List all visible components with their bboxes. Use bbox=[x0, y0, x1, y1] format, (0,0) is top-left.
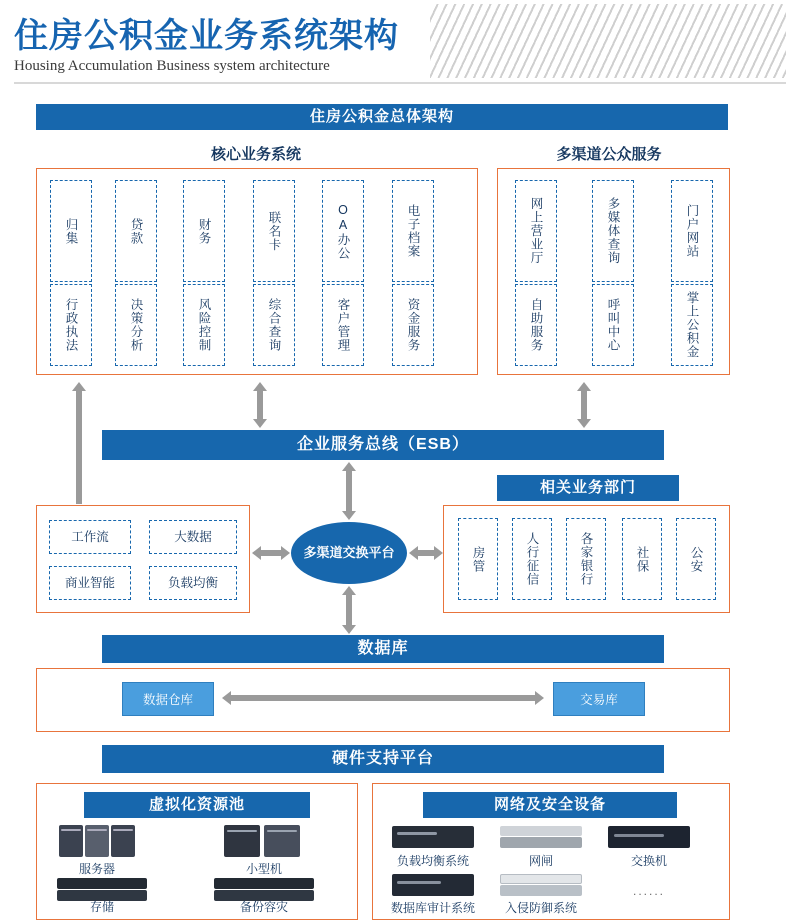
core-business-title: 核心业务系统 bbox=[210, 146, 301, 163]
core-cell-lianmingka[interactable]: 联名卡 bbox=[253, 180, 295, 282]
core-cell-xingzhengzhifa[interactable]: 行政执法 bbox=[50, 284, 92, 366]
public-cell-duomeitichaxun[interactable]: 多媒体查询 bbox=[592, 180, 634, 282]
arrow-middleware-to-exchange bbox=[252, 546, 290, 560]
vpool-label-minicomputer: 小型机 bbox=[245, 862, 282, 876]
public-cell-hujiaozhongxin[interactable]: 呼叫中心 bbox=[592, 284, 634, 366]
netsec-label-ips: 入侵防御系统 bbox=[504, 901, 577, 915]
middleware-cell-bi[interactable]: 商业智能 bbox=[49, 566, 131, 600]
arrow-esb-to-exchange bbox=[342, 462, 356, 520]
middleware-cell-loadbalance[interactable]: 负载均衡 bbox=[149, 566, 237, 600]
core-cell-juecefenxi[interactable]: 决策分析 bbox=[115, 284, 157, 366]
vpool-label-storage: 存储 bbox=[89, 900, 114, 914]
arrow-middleware-to-core bbox=[72, 382, 86, 504]
core-cell-daikuan[interactable]: 贷款 bbox=[115, 180, 157, 282]
public-cell-menhuwangzhan[interactable]: 门户网站 bbox=[671, 180, 713, 282]
switch-icon bbox=[608, 826, 690, 848]
core-cell-dianzidangan[interactable]: 电子档案 bbox=[392, 180, 434, 282]
public-cell-zizhufuwu[interactable]: 自助服务 bbox=[515, 284, 557, 366]
public-cell-zhangshanggongjijin[interactable]: 掌上公积金 bbox=[671, 284, 713, 366]
hardware-bar: 硬件支持平台 bbox=[102, 745, 664, 773]
esb-bar: 企业服务总线（ESB） bbox=[102, 430, 664, 460]
arrow-core-to-esb bbox=[253, 382, 267, 428]
exchange-platform-node[interactable]: 多渠道交换平台 bbox=[291, 522, 407, 584]
page-title: 住房公积金业务系统架构 bbox=[14, 16, 399, 56]
netsec-label-gatekeeper: 网闸 bbox=[528, 854, 553, 868]
netsec-label-dbaudit: 数据库审计系统 bbox=[390, 901, 475, 915]
core-cell-zonghechaxun[interactable]: 综合查询 bbox=[253, 284, 295, 366]
overall-architecture-bar: 住房公积金总体架构 bbox=[36, 104, 728, 130]
page-header bbox=[0, 0, 800, 86]
arrow-exchange-to-departments bbox=[409, 546, 443, 560]
department-cell-fangguan[interactable]: 房管 bbox=[458, 518, 498, 600]
header-hatch-decoration bbox=[430, 4, 786, 78]
arrow-public-to-esb bbox=[577, 382, 591, 428]
gatekeeper-icon bbox=[500, 826, 582, 848]
db-audit-icon bbox=[392, 874, 474, 896]
core-cell-zijinfuwu[interactable]: 资金服务 bbox=[392, 284, 434, 366]
ips-icon bbox=[500, 874, 582, 896]
page-subtitle: Housing Accumulation Business system architecture bbox=[14, 58, 330, 74]
data-warehouse-box[interactable]: 数据仓库 bbox=[122, 682, 214, 716]
department-cell-gongan[interactable]: 公安 bbox=[676, 518, 716, 600]
related-department-bar: 相关业务部门 bbox=[497, 475, 679, 501]
core-cell-oa[interactable]: OA办公 bbox=[322, 180, 364, 282]
minicomputer-icon bbox=[224, 825, 304, 857]
database-bar: 数据库 bbox=[102, 635, 664, 663]
network-security-bar: 网络及安全设备 bbox=[423, 792, 677, 818]
server-stack-icon bbox=[57, 825, 137, 857]
load-balancer-icon bbox=[392, 826, 474, 848]
header-divider bbox=[14, 82, 786, 84]
core-cell-fengxiankongzhi[interactable]: 风险控制 bbox=[183, 284, 225, 366]
ellipsis-icon: ...... bbox=[632, 884, 665, 898]
arrow-exchange-to-database bbox=[342, 586, 356, 634]
public-service-title: 多渠道公众服务 bbox=[556, 146, 662, 163]
netsec-label-switch: 交换机 bbox=[630, 854, 667, 868]
vpool-label-server: 服务器 bbox=[78, 862, 115, 876]
core-cell-caiwu[interactable]: 财务 bbox=[183, 180, 225, 282]
core-cell-kehuguanli[interactable]: 客户管理 bbox=[322, 284, 364, 366]
arrow-warehouse-to-transaction bbox=[222, 691, 544, 705]
department-cell-renhangzhengxin[interactable]: 人行征信 bbox=[512, 518, 552, 600]
virtual-pool-bar: 虚拟化资源池 bbox=[84, 792, 310, 818]
netsec-label-loadbalancer: 负载均衡系统 bbox=[396, 854, 469, 868]
core-cell-guiji[interactable]: 归集 bbox=[50, 180, 92, 282]
vpool-label-backup: 备份容灾 bbox=[239, 900, 288, 914]
department-cell-shebao[interactable]: 社保 bbox=[622, 518, 662, 600]
department-cell-gejiayinhang[interactable]: 各家银行 bbox=[566, 518, 606, 600]
middleware-cell-workflow[interactable]: 工作流 bbox=[49, 520, 131, 554]
transaction-db-box[interactable]: 交易库 bbox=[553, 682, 645, 716]
public-cell-wangshangyingyeting[interactable]: 网上营业厅 bbox=[515, 180, 557, 282]
middleware-cell-bigdata[interactable]: 大数据 bbox=[149, 520, 237, 554]
